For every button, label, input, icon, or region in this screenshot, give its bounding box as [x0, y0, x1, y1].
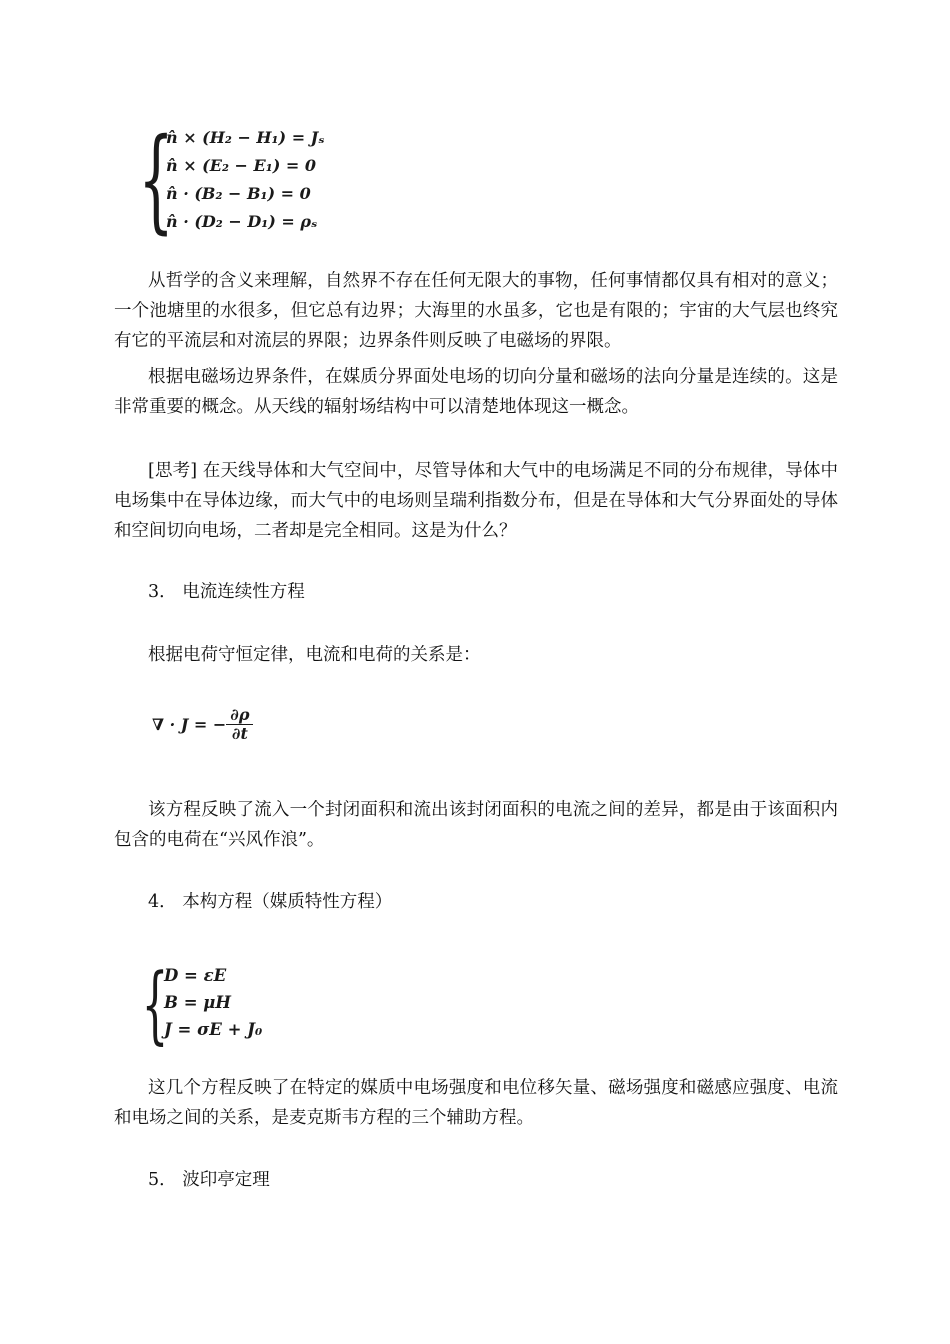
paragraph-thinking-question: [思考] 在天线导体和大气空间中，尽管导体和大气中的电场满足不同的分布规律，导体中电场集中在导体边缘，而大气中的电场则呈瑞利指数分布，但是在导体和大气分界面处的导体和空间切向电场，二者却是完全相同。这是为什么？	[114, 461, 838, 541]
paragraph-continuity-meaning: 该方程反映了流入一个封闭面积和流出该封闭面积的电流之间的差异，都是由于该面积内包含的电荷在“兴风作浪”。	[114, 800, 838, 850]
section-heading-4: 4． 本构方程（媒质特性方程）	[148, 892, 393, 912]
section-heading-5: 5． 波印亭定理	[148, 1170, 270, 1190]
constitutive-eq-3: J = σE + J₀	[164, 1020, 263, 1039]
paragraph-charge-conservation: 根据电荷守恒定律，电流和电荷的关系是：	[148, 645, 481, 665]
left-brace: {	[141, 955, 169, 1053]
left-brace: {	[138, 115, 174, 245]
partial-fraction	[226, 706, 253, 743]
paragraph-boundary-continuity: 根据电磁场边界条件，在媒质分界面处电场的切向分量和磁场的法向分量是连续的。这是非常重要的概念。从天线的辐射场结构中可以清楚地体现这一概念。	[114, 367, 838, 417]
paragraph-constitutive-meaning: 这几个方程反映了在特定的媒质中电场强度和电位移矢量、磁场强度和磁感应强度、电流和电场之间的关系，是麦克斯韦方程的三个辅助方程。	[114, 1078, 838, 1128]
constitutive-eq-2: B = μH	[164, 993, 231, 1012]
fraction-denominator: ∂t	[231, 724, 248, 743]
fraction-numerator: ∂ρ	[226, 706, 253, 725]
boundary-eq-2: n̂ × (E₂ − E₁) = 0	[166, 156, 316, 175]
continuity-equation	[152, 706, 253, 743]
constitutive-eq-1: D = εE	[164, 966, 227, 985]
boundary-eq-1: n̂ × (H₂ − H₁) = Jₛ	[166, 128, 325, 147]
paragraph-philosophy: 从哲学的含义来理解，自然界不存在任何无限大的事物，任何事情都仅具有相对的意义；一个池塘里的水很多，但它总有边界；大海里的水虽多，它也是有限的；宇宙的大气层也终究有它的平流层和对流层的界限；边界条件则反映了电磁场的界限。	[114, 271, 838, 351]
boundary-eq-3: n̂ · (B₂ − B₁) = 0	[166, 184, 311, 203]
boundary-eq-4: n̂ · (D₂ − D₁) = ρₛ	[166, 212, 318, 231]
continuity-lhs: ∇ · J = −	[152, 715, 227, 734]
boundary-conditions-formula	[138, 115, 325, 245]
section-heading-3: 3． 电流连续性方程	[148, 582, 305, 602]
constitutive-relations-formula	[141, 955, 263, 1053]
